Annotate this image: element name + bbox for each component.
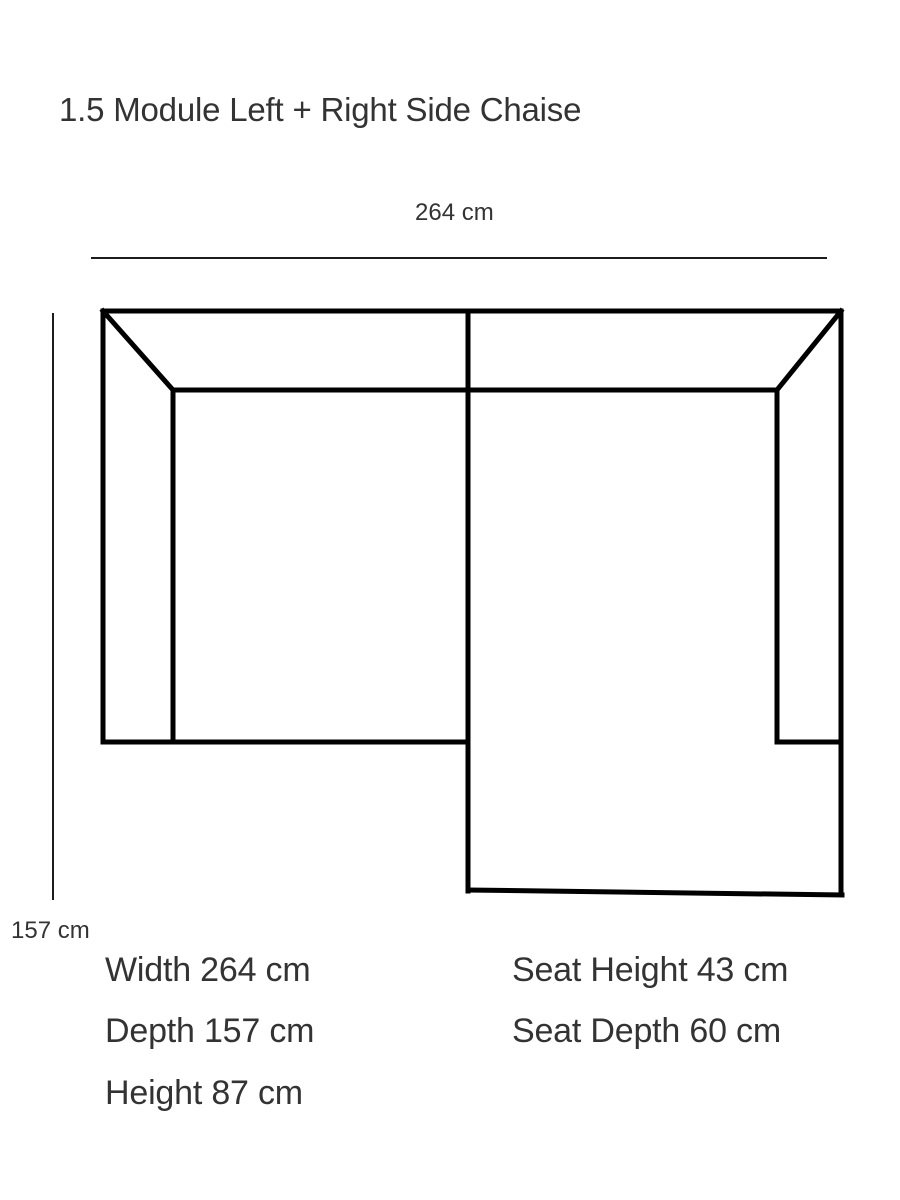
spec-width: Width 264 cm [105,951,311,989]
spec-depth: Depth 157 cm [105,1012,315,1050]
sofa-left-arm-miter [103,311,173,390]
sofa-chaise-bottom-edge [468,890,842,895]
depth-dimension-label: 157 cm [11,917,90,944]
sofa-right-arm-miter [777,311,841,390]
spec-seat-height: Seat Height 43 cm [512,951,789,989]
page-title: 1.5 Module Left + Right Side Chaise [59,91,582,128]
spec-height: Height 87 cm [105,1074,303,1112]
spec-seat-depth: Seat Depth 60 cm [512,1012,781,1050]
width-dimension-label: 264 cm [415,199,494,226]
